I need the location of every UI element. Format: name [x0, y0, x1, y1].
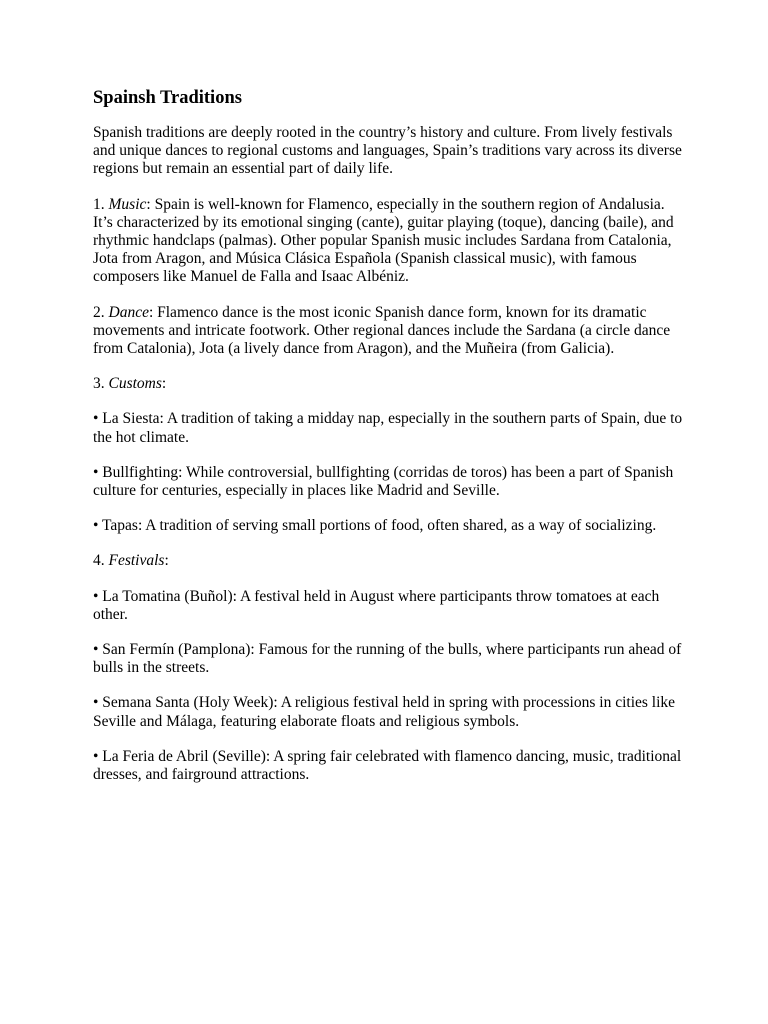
- list-item: • La Feria de Abril (Seville): A spring fair celebrated with flamenco dancing, music, traditional dresses, and fairground attractions.: [93, 747, 682, 784]
- customs-colon: :: [161, 375, 167, 393]
- festivals-number: 4.: [93, 552, 109, 570]
- list-item: • Semana Santa (Holy Week): A religious festival held in spring with processions in cities like Seville and Málaga, featuring elaborate floats and religious symbols.: [93, 694, 676, 730]
- dance-section: [93, 304, 683, 359]
- list-item: • San Fermín (Pamplona): Famous for the running of the bulls, where participants run ahead of bulls in the streets.: [93, 641, 682, 677]
- dance-heading: Dance: [108, 303, 149, 321]
- list-item: • Bullfighting: While controversial, bullfighting (corridas de toros) has been a part of Spanish culture for centuries, especially in places like Madrid and Seville.: [93, 463, 674, 500]
- list-item: • Tapas: A tradition of serving small portions of food, often shared, as a way of socializing.: [93, 517, 657, 535]
- customs-number: 3.: [93, 375, 109, 393]
- intro-paragraph: Spanish traditions are deeply rooted in the country’s history and culture. From lively festivals and unique dances to regional customs and languages, Spain’s traditions vary across its diverse regions but remain an essential part of daily life.: [93, 124, 682, 178]
- music-text: : Spain is well-known for Flamenco, especially in the southern region of Andalusia. It’s characterized by its emotional singing (cante), guitar playing (toque), dancing (baile), and rhythmic handclaps (palmas). Other popular Spanish music includes Sardana from Catalonia, Jota from Aragon, and Música Clásica Española (Spanish classical music), with famous composers like Manuel de Falla and Isaac Albéniz.: [93, 195, 674, 286]
- list-item: • La Siesta: A tradition of taking a midday nap, especially in the southern parts of Spain, due to the hot climate.: [93, 410, 683, 446]
- music-section: [93, 196, 683, 287]
- festivals-heading-line: [93, 552, 683, 570]
- document-title: Spainsh Traditions: [93, 88, 242, 108]
- dance-number: 2.: [93, 303, 109, 321]
- dance-text: : Flamenco dance is the most iconic Spanish dance form, known for its dramatic movements and intricate footwork. Other regional dances include the Sardana (a circle dance from Catalonia), Jota (a lively dance from Aragon), and the Muñeira (from Galicia).: [93, 303, 671, 358]
- customs-heading: Customs: [108, 375, 162, 393]
- music-number: 1.: [93, 195, 109, 213]
- document-page: [93, 87, 683, 801]
- festivals-colon: :: [164, 552, 169, 570]
- music-heading: Music: [108, 195, 147, 213]
- list-item: • La Tomatina (Buñol): A festival held in August where participants throw tomatoes at each other.: [93, 587, 660, 623]
- customs-heading-line: [93, 375, 683, 393]
- festivals-heading: Festivals: [108, 552, 165, 570]
